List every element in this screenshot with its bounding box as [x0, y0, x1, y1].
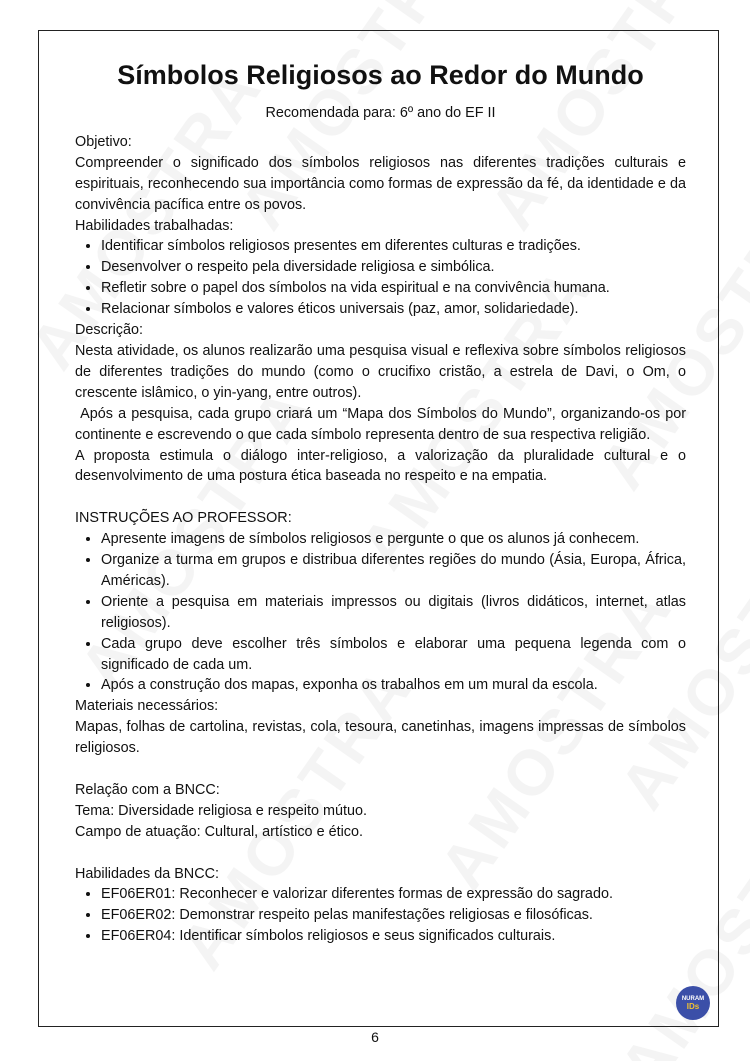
objetivo-heading: Objetivo: [75, 133, 132, 150]
list-item: • Organize a turma em grupos e distribua diferentes regiões do mundo (Ásia, Europa, África, Américas). [101, 550, 686, 592]
objetivo-text: Compreender o significado dos símbolos religiosos nas diferentes tradições culturais e espirituais, reconhecendo sua importância como formas de expressão da fé, da identidade e da convivência pacífica entre os povos. [75, 154, 686, 213]
list-item: • Cada grupo deve escolher três símbolos e elaborar uma pequena legenda com o significado de cada um. [101, 634, 686, 676]
document-body [75, 56, 691, 947]
habilidades-heading: Habilidades trabalhadas: [75, 217, 234, 234]
publisher-logo [676, 986, 710, 1020]
descricao-heading: Descrição: [75, 322, 143, 339]
instrucoes-heading: INSTRUÇÕES AO PROFESSOR: [75, 510, 292, 527]
bncc-campo: Campo de atuação: Cultural, artístico e ético. [75, 823, 363, 840]
descricao-paragraph: Nesta atividade, os alunos realizarão uma pesquisa visual e reflexiva sobre símbolos religiosos de diferentes tradições do mundo (como o crucifixo cristão, a estrela de Davi, o Om, o crescente islâmico, o yin-yang, entre outros). [75, 342, 686, 401]
instrucoes-list [75, 529, 686, 696]
list-item: • Relacionar símbolos e valores éticos universais (paz, amor, solidariedade). [101, 299, 686, 320]
habilidades-bncc-list [75, 884, 686, 947]
page-title: Símbolos Religiosos ao Redor do Mundo [117, 60, 644, 90]
logo-text: IDs [686, 1002, 700, 1011]
list-item: • Identificar símbolos religiosos presentes em diferentes culturas e tradições. [101, 236, 686, 257]
materiais-text: Mapas, folhas de cartolina, revistas, cola, tesoura, canetinhas, imagens impressas de símbolos religiosos. [75, 719, 686, 757]
habilidades-bncc-heading: Habilidades da BNCC: [75, 865, 219, 882]
list-item: • Desenvolver o respeito pela diversidade religiosa e simbólica. [101, 257, 686, 278]
materiais-heading: Materiais necessários: [75, 698, 219, 715]
logo-text: NURAM [681, 996, 705, 1002]
page-number: 6 [371, 1029, 379, 1045]
descricao-paragraph: Após a pesquisa, cada grupo criará um “Mapa dos Símbolos do Mundo”, organizando-os por continente e escrevendo o que cada símbolo representa dentro de sua respectiva religião. [75, 405, 691, 443]
list-item: • EF06ER02: Demonstrar respeito pelas manifestações religiosas e filosóficas. [101, 905, 686, 926]
habilidades-list [75, 236, 686, 320]
list-item: • Apresente imagens de símbolos religiosos e pergunte o que os alunos já conhecem. [101, 529, 686, 550]
subtitle: Recomendada para: 6º ano do EF II [265, 105, 496, 121]
bncc-tema: Tema: Diversidade religiosa e respeito mútuo. [75, 802, 367, 819]
list-item: • Após a construção dos mapas, exponha os trabalhos em um mural da escola. [101, 675, 686, 696]
bncc-heading: Relação com a BNCC: [75, 781, 220, 798]
list-item: • Oriente a pesquisa em materiais impressos ou digitais (livros didáticos, internet, atlas religiosos). [101, 592, 686, 634]
list-item: • EF06ER04: Identificar símbolos religiosos e seus significados culturais. [101, 926, 686, 947]
list-item: • Refletir sobre o papel dos símbolos na vida espiritual e na convivência humana. [101, 278, 686, 299]
descricao-paragraph: A proposta estimula o diálogo inter-religioso, a valorização da pluralidade cultural e o desenvolvimento de uma postura ética baseada no respeito e na empatia. [75, 447, 686, 485]
list-item: • EF06ER01: Reconhecer e valorizar diferentes formas de expressão do sagrado. [101, 884, 686, 905]
